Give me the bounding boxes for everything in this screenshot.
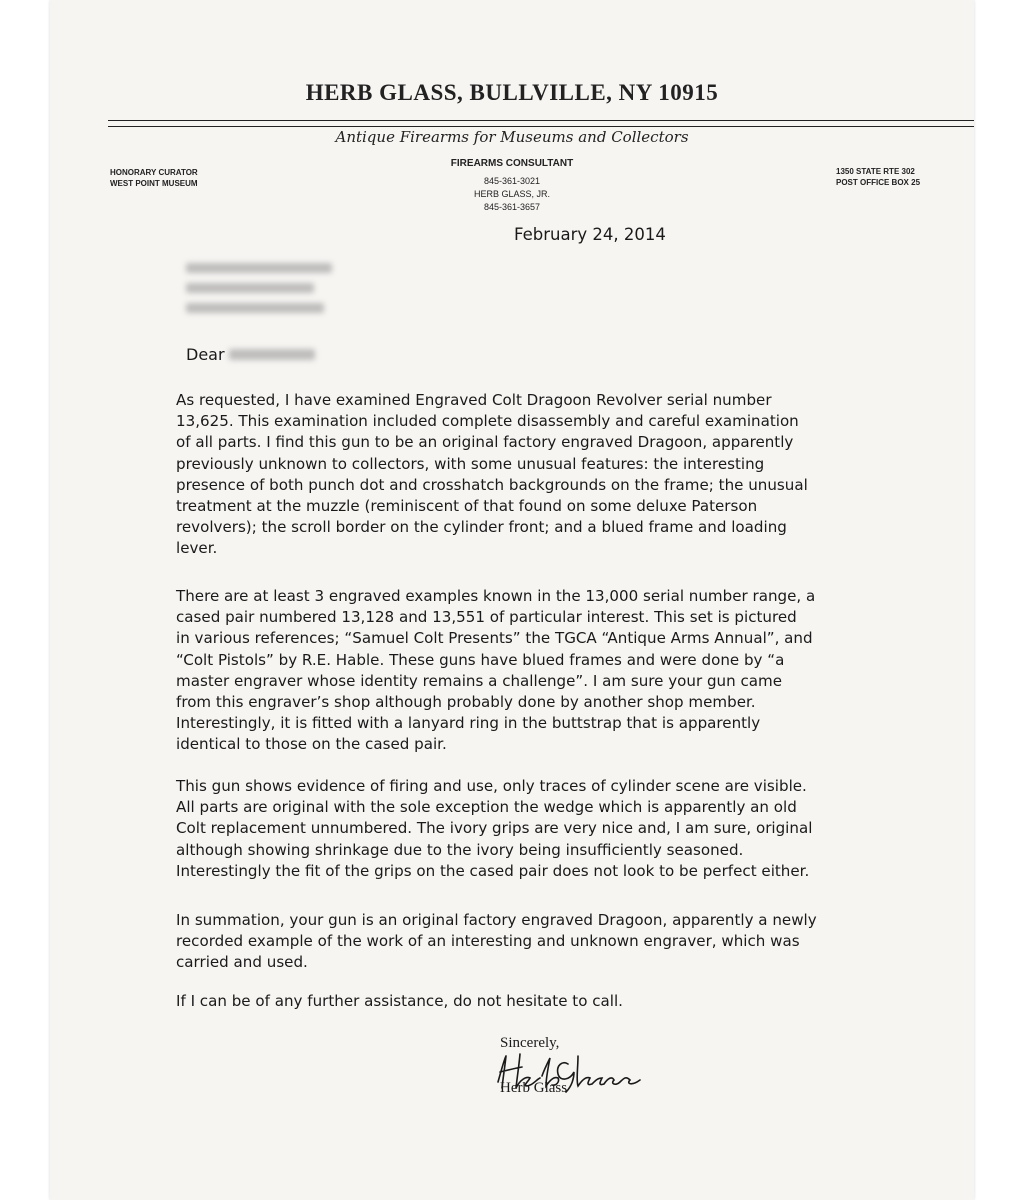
paragraph-3 <box>176 776 836 882</box>
letterhead-name: HERB GLASS, BULLVILLE, NY 10915 <box>305 80 719 105</box>
salutation: Dear <box>186 345 225 364</box>
text-line: 13,625. This examination included complete disassembly and careful examination <box>176 412 799 431</box>
text-line: revolvers); the scroll border on the cylinder front; and a blued frame and loading <box>176 518 787 537</box>
text-line: “Colt Pistols” by R.E. Hable. These guns have blued frames and were done by “a <box>176 650 785 669</box>
text-line: previously unknown to collectors, with some unusual features: the interesting <box>176 454 765 473</box>
paragraph-4 <box>176 910 836 974</box>
text-line: treatment at the muzzle (reminiscent of that found on some deluxe Paterson <box>176 497 758 516</box>
phone-1: 845-361-3021 <box>483 176 541 186</box>
herb-glass-jr-name: HERB GLASS, JR. <box>473 189 551 199</box>
text-line: lever. <box>176 539 218 558</box>
text-line: from this engraver’s shop although probably done by another shop member. <box>176 693 756 712</box>
redacted-address-line <box>186 263 332 273</box>
text-line: If I can be of any further assistance, do not hesitate to call. <box>176 992 623 1010</box>
text-line: This gun shows evidence of firing and use, only traces of cylinder scene are visible. <box>176 777 807 795</box>
redacted-address-line <box>186 303 324 313</box>
text-line: presence of both punch dot and crosshatch backgrounds on the frame; the unusual <box>176 475 808 494</box>
text-line: Colt replacement unnumbered. The ivory grips are very nice and, I am sure, original <box>176 819 813 838</box>
text-line: identical to those on the cased pair. <box>176 735 447 754</box>
honorary-curator-label: HONORARY CURATOR <box>110 168 198 177</box>
tagline-text: Antique Firearms for Museums and Collectors <box>329 128 694 146</box>
text-line: Interestingly the fit of the grips on the cased pair does not look to be perfect either. <box>176 861 810 880</box>
paragraph-1 <box>176 390 836 560</box>
letterhead-rule <box>108 126 974 127</box>
text-line: of all parts. I find this gun to be an original factory engraved Dragoon, apparently <box>176 433 794 452</box>
phone-2: 845-361-3657 <box>483 202 541 212</box>
text-line: in various references; “Samuel Colt Presents” the TGCA “Antique Arms Annual”, and <box>176 629 813 648</box>
paragraph-2 <box>176 586 836 756</box>
paragraph-5 <box>176 991 836 1012</box>
closing: Sincerely, <box>500 1035 560 1051</box>
letterhead-tagline <box>50 128 974 146</box>
street-address: 1350 STATE RTE 302 <box>836 167 915 176</box>
text-line: recorded example of the work of an interesting and unknown engraver, which was <box>176 932 800 951</box>
po-box: POST OFFICE BOX 25 <box>836 178 921 187</box>
text-line: As requested, I have examined Engraved Colt Dragoon Revolver serial number <box>176 391 772 409</box>
text-line: In summation, your gun is an original factory engraved Dragoon, apparently a newly <box>176 911 817 929</box>
text-line: master engraver whose identity remains a challenge”. I am sure your gun came <box>176 671 783 690</box>
text-line: carried and used. <box>176 953 308 972</box>
text-line: All parts are original with the sole exception the wedge which is apparently an old <box>176 798 797 817</box>
museum-label: WEST POINT MUSEUM <box>110 179 198 188</box>
letter-page <box>50 0 974 1200</box>
letterhead-rule <box>108 120 974 121</box>
signer-name: Herb Glass <box>500 1080 568 1096</box>
text-line: Interestingly, it is fitted with a lanyard ring in the buttstrap that is apparently <box>176 714 761 733</box>
consultant-title: FIREARMS CONSULTANT <box>450 158 574 169</box>
text-line: There are at least 3 engraved examples known in the 13,000 serial number range, a <box>176 587 816 605</box>
text-line: cased pair numbered 13,128 and 13,551 of particular interest. This set is pictured <box>176 608 797 627</box>
letterhead-right-block <box>836 166 920 188</box>
text-line: although showing shrinkage due to the ivory being insufficiently seasoned. <box>176 840 744 859</box>
letter-date: February 24, 2014 <box>514 225 666 244</box>
redacted-recipient-name <box>229 349 315 360</box>
redacted-address-line <box>186 283 314 293</box>
